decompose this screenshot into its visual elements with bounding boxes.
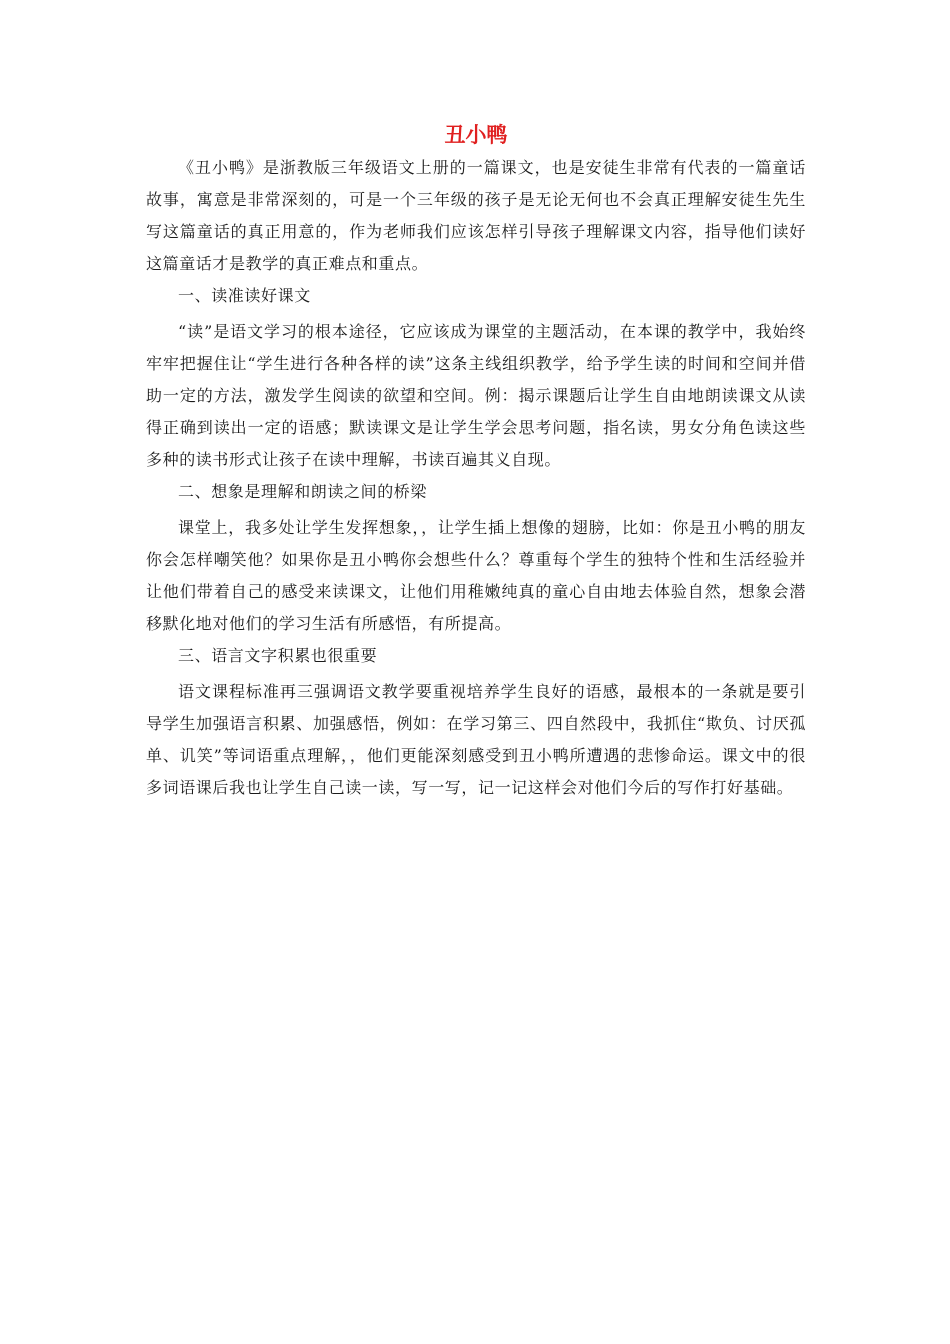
section-body-1: “读”是语文学习的根本途径，它应该成为课堂的主题活动，在本课的教学中，我始终牢牢把握住让“学生进行各种各样的读”这条主线组织教学，给予学生读的时间和空间并借助一定的方法，激发学生阅读的欲望和空间。例：揭示课题后让学生自由地朗读课文从读得正确到读出一定的语感；默读课文是让学生学会思考问题，指名读，男女分角色读这些多种的读书形式让孩子在读中理解，书读百遍其义自现。 bbox=[146, 322, 806, 469]
section-heading-2: 二、想象是理解和朗读之间的桥梁 bbox=[178, 482, 428, 501]
document-title: 丑小鸭 bbox=[444, 123, 508, 147]
section-heading-3: 三、语言文字积累也很重要 bbox=[178, 646, 378, 665]
section-body-2: 课堂上，我多处让学生发挥想象，，让学生插上想像的翅膀，比如：你是丑小鸭的朋友你会怎样嘲笑他？如果你是丑小鸭你会想些什么？尊重每个学生的独特个性和生活经验并让他们带着自己的感受来读课文，让他们用稚嫩纯真的童心自由地去体验自然，想象会潜移默化地对他们的学习生活有所感悟，有所提高。 bbox=[146, 518, 806, 633]
intro-paragraph: 《丑小鸭》是浙教版三年级语文上册的一篇课文，也是安徒生非常有代表的一篇童话故事，寓意是非常深刻的，可是一个三年级的孩子是无论无何也不会真正理解安徒生先生写这篇童话的真正用意的，作为老师我们应该怎样引导孩子理解课文内容，指导他们读好这篇童话才是教学的真正难点和重点。 bbox=[146, 158, 806, 273]
section-heading-1: 一、读准读好课文 bbox=[178, 286, 311, 305]
document-page bbox=[146, 118, 806, 804]
section-body-3: 语文课程标准再三强调语文教学要重视培养学生良好的语感，最根本的一条就是要引导学生加强语言积累、加强感悟，例如：在学习第三、四自然段中，我抓住“欺负、讨厌孤单、讥笑”等词语重点理解，，他们更能深刻感受到丑小鸭所遭遇的悲惨命运。课文中的很多词语课后我也让学生自己读一读，写一写，记一记这样会对他们今后的写作打好基础。 bbox=[146, 682, 806, 797]
